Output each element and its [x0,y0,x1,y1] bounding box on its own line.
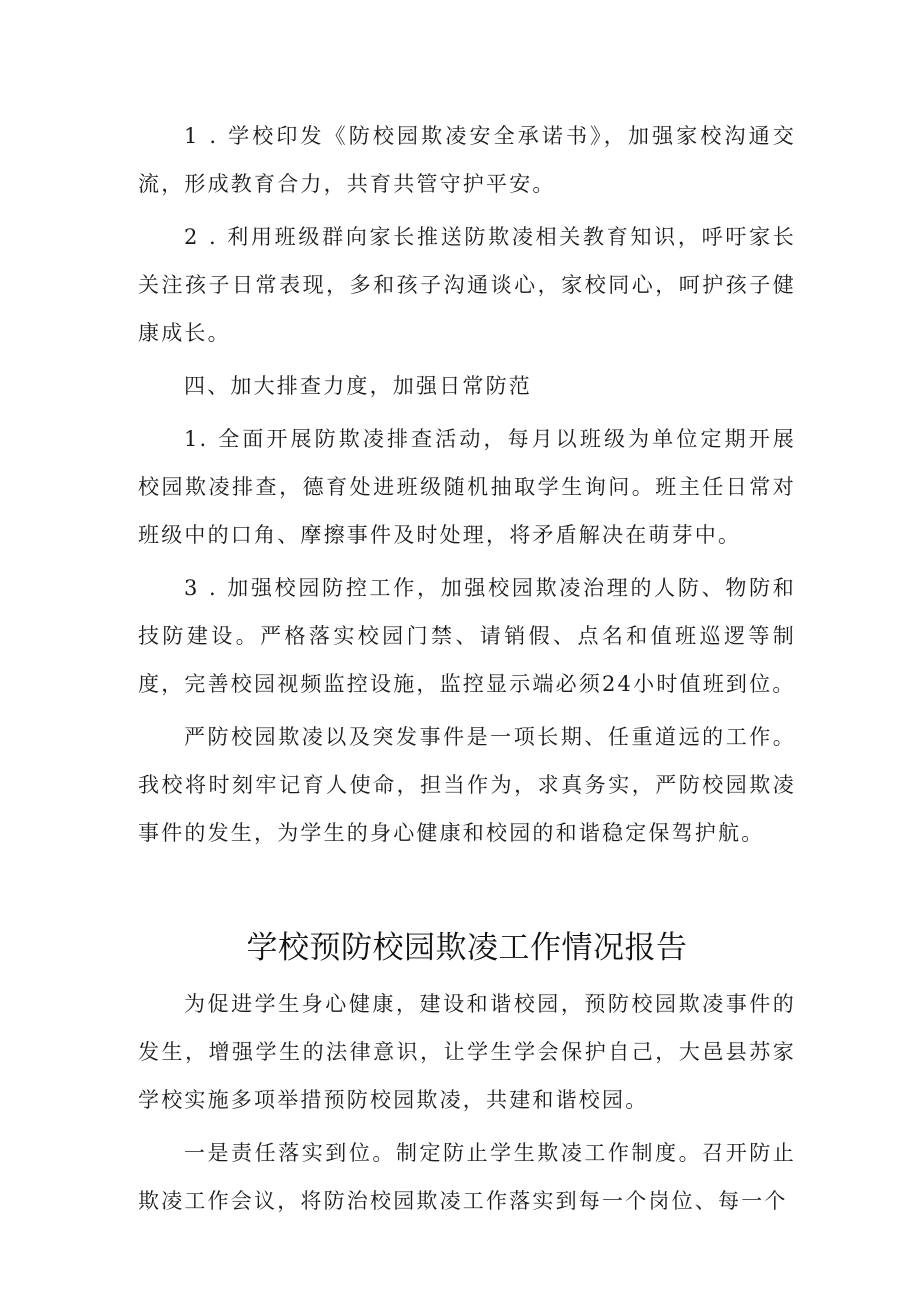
section-heading-inspection: 四、加大排查力度，加强日常防范 [184,374,532,398]
paragraph-class-group: 2 . 利用班级群向家长推送防欺凌相关教育知识，呼吁家长关注孩子日常表现，多和孩子沟通谈心，家校同心，呵护孩子健康成长。 [138,225,796,345]
document-body [138,112,796,1230]
report-title: 学校预防校园欺凌工作情况报告 [246,930,688,966]
paragraph-promise-letter: 1 . 学校印发《防校园欺凌安全承诺书》，加强家校沟通交流，形成教育合力，共育共管守护平安。 [138,124,796,196]
paragraph-inspection-activity: 1. 全面开展防欺凌排查活动，每月以班级为单位定期开展校园欺凌排查，德育处进班级随机抽取学生询问。班主任日常对班级中的口角、摩擦事件及时处理，将矛盾解决在萌芽中。 [138,427,796,547]
paragraph-responsibility: 一是责任落实到位。制定防止学生欺凌工作制度。召开防止欺凌工作会议，将防治校园欺凌工作落实到每一个岗位、每一个 [138,1141,796,1213]
paragraph-campus-security: 3 . 加强校园防控工作，加强校园欺凌治理的人防、物防和技防建设。严格落实校园门禁、请销假、点名和值班巡逻等制度，完善校园视频监控设施，监控显示端必须24小时值班到位。 [138,576,796,696]
paragraph-conclusion: 严防校园欺凌以及突发事件是一项长期、任重道远的工作。我校将时刻牢记育人使命，担当作为，求真务实，严防校园欺凌事件的发生，为学生的身心健康和校园的和谐稳定保驾护航。 [138,725,796,845]
paragraph-introduction: 为促进学生身心健康，建设和谐校园，预防校园欺凌事件的发生，增强学生的法律意识，让学生学会保护自己，大邑县苏家学校实施多项举措预防校园欺凌，共建和谐校园。 [138,992,796,1112]
